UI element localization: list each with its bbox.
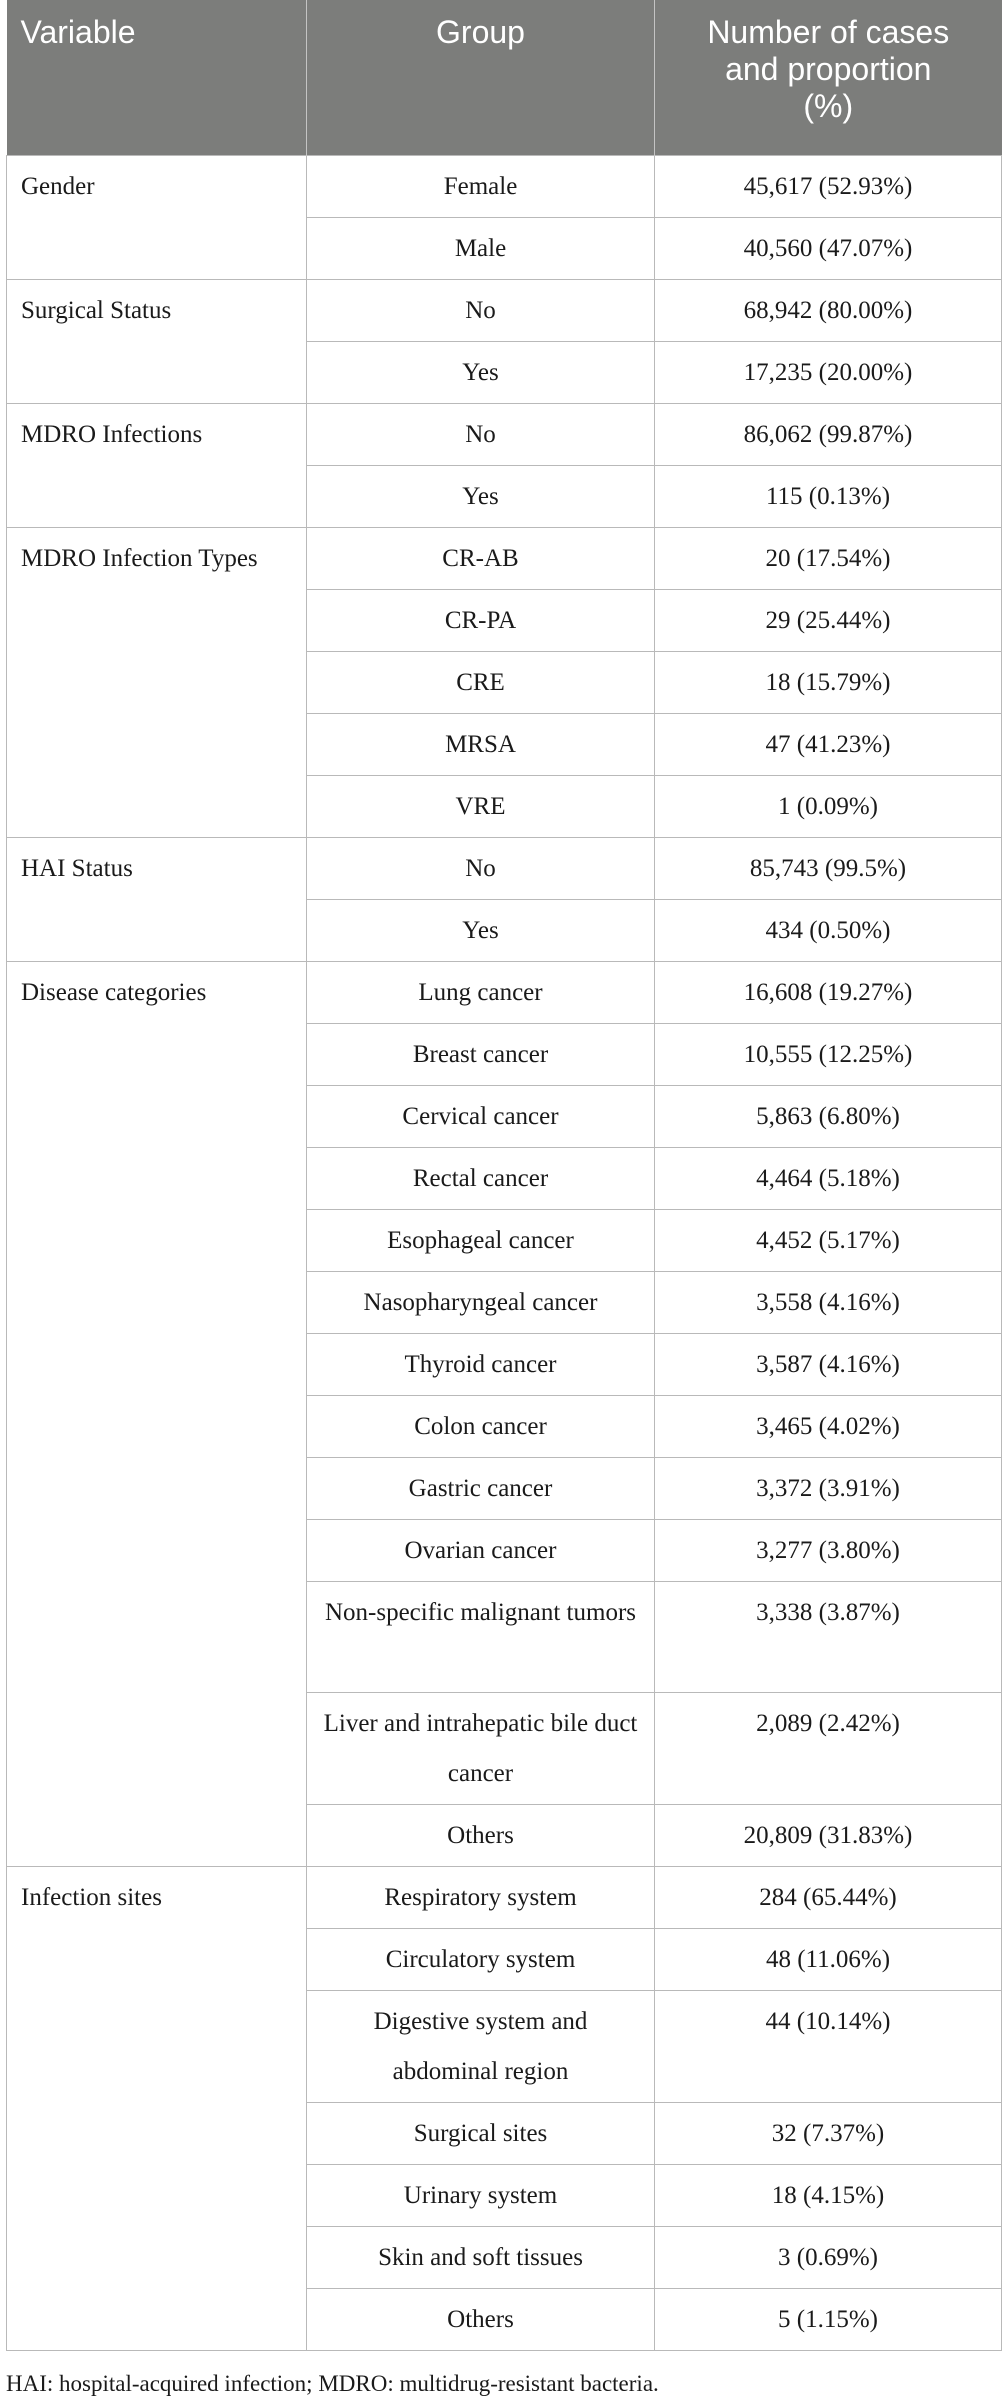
cases-cell: 3,338 (3.87%) xyxy=(655,1581,1002,1692)
group-cell: Circulatory system xyxy=(307,1928,655,1990)
cases-cell: 434 (0.50%) xyxy=(655,899,1002,961)
table-row xyxy=(7,837,1002,899)
header-variable: Variable xyxy=(7,0,307,155)
cases-cell: 48 (11.06%) xyxy=(655,1928,1002,1990)
cases-cell: 3,372 (3.91%) xyxy=(655,1457,1002,1519)
group-cell: Surgical sites xyxy=(307,2102,655,2164)
group-cell: Lung cancer xyxy=(307,961,655,1023)
cases-cell: 2,089 (2.42%) xyxy=(655,1692,1002,1804)
group-cell: CRE xyxy=(307,651,655,713)
cases-cell: 10,555 (12.25%) xyxy=(655,1023,1002,1085)
cases-cell: 3,558 (4.16%) xyxy=(655,1271,1002,1333)
table-row xyxy=(7,1866,1002,1928)
group-cell: Respiratory system xyxy=(307,1866,655,1928)
table-row xyxy=(7,279,1002,341)
cases-cell: 86,062 (99.87%) xyxy=(655,403,1002,465)
group-cell: Digestive system and abdominal region xyxy=(307,1990,655,2102)
group-cell: VRE xyxy=(307,775,655,837)
group-cell: No xyxy=(307,837,655,899)
cases-cell: 5 (1.15%) xyxy=(655,2288,1002,2350)
header-group: Group xyxy=(307,0,655,155)
group-cell: Breast cancer xyxy=(307,1023,655,1085)
group-cell: Male xyxy=(307,217,655,279)
cases-cell: 17,235 (20.00%) xyxy=(655,341,1002,403)
cases-cell: 29 (25.44%) xyxy=(655,589,1002,651)
cases-cell: 85,743 (99.5%) xyxy=(655,837,1002,899)
group-cell: Thyroid cancer xyxy=(307,1333,655,1395)
data-table xyxy=(6,0,1002,2351)
document xyxy=(6,0,1005,2397)
group-cell: Gastric cancer xyxy=(307,1457,655,1519)
group-cell: Ovarian cancer xyxy=(307,1519,655,1581)
group-cell: Colon cancer xyxy=(307,1395,655,1457)
cases-cell: 3,465 (4.02%) xyxy=(655,1395,1002,1457)
group-cell: Non-specific malignant tumors xyxy=(307,1581,655,1692)
variable-cell: MDRO Infection Types xyxy=(7,527,307,837)
group-cell: Others xyxy=(307,2288,655,2350)
cases-cell: 40,560 (47.07%) xyxy=(655,217,1002,279)
cases-cell: 18 (4.15%) xyxy=(655,2164,1002,2226)
group-cell: No xyxy=(307,279,655,341)
group-cell: Skin and soft tissues xyxy=(307,2226,655,2288)
header-cases-line-3: (%) xyxy=(803,88,854,124)
table-header xyxy=(7,0,1002,155)
header-cases-line-2: and proportion xyxy=(725,51,932,87)
group-cell: Urinary system xyxy=(307,2164,655,2226)
table-footnote: HAI: hospital-acquired infection; MDRO: multidrug-resistant bacteria. xyxy=(6,2370,659,2396)
cases-cell: 18 (15.79%) xyxy=(655,651,1002,713)
variable-cell: Surgical Status xyxy=(7,279,307,403)
group-cell: Yes xyxy=(307,899,655,961)
group-cell: Esophageal cancer xyxy=(307,1209,655,1271)
cases-cell: 284 (65.44%) xyxy=(655,1866,1002,1928)
cases-cell: 45,617 (52.93%) xyxy=(655,155,1002,217)
table-row xyxy=(7,527,1002,589)
header-cases-line-1: Number of cases xyxy=(707,14,950,50)
group-cell: CR-AB xyxy=(307,527,655,589)
group-cell: Cervical cancer xyxy=(307,1085,655,1147)
cases-cell: 1 (0.09%) xyxy=(655,775,1002,837)
group-cell: Rectal cancer xyxy=(307,1147,655,1209)
table-row xyxy=(7,403,1002,465)
cases-cell: 3,587 (4.16%) xyxy=(655,1333,1002,1395)
variable-cell: HAI Status xyxy=(7,837,307,961)
group-cell: Nasopharyngeal cancer xyxy=(307,1271,655,1333)
cases-cell: 3,277 (3.80%) xyxy=(655,1519,1002,1581)
group-cell: Yes xyxy=(307,465,655,527)
cases-cell: 5,863 (6.80%) xyxy=(655,1085,1002,1147)
group-cell: MRSA xyxy=(307,713,655,775)
group-cell: CR-PA xyxy=(307,589,655,651)
group-cell: Female xyxy=(307,155,655,217)
cases-cell: 115 (0.13%) xyxy=(655,465,1002,527)
header-cases xyxy=(655,0,1002,155)
cases-cell: 4,452 (5.17%) xyxy=(655,1209,1002,1271)
cases-cell: 68,942 (80.00%) xyxy=(655,279,1002,341)
table-row xyxy=(7,155,1002,217)
table-row xyxy=(7,961,1002,1023)
cases-cell: 47 (41.23%) xyxy=(655,713,1002,775)
variable-cell: Gender xyxy=(7,155,307,279)
cases-cell: 32 (7.37%) xyxy=(655,2102,1002,2164)
group-cell: Liver and intrahepatic bile duct cancer xyxy=(307,1692,655,1804)
cases-cell: 16,608 (19.27%) xyxy=(655,961,1002,1023)
cases-cell: 3 (0.69%) xyxy=(655,2226,1002,2288)
cases-cell: 20 (17.54%) xyxy=(655,527,1002,589)
cases-cell: 44 (10.14%) xyxy=(655,1990,1002,2102)
variable-cell: Disease categories xyxy=(7,961,307,1866)
cases-cell: 4,464 (5.18%) xyxy=(655,1147,1002,1209)
group-cell: No xyxy=(307,403,655,465)
table-body xyxy=(7,155,1002,2350)
group-cell: Others xyxy=(307,1804,655,1866)
variable-cell: Infection sites xyxy=(7,1866,307,2350)
group-cell: Yes xyxy=(307,341,655,403)
variable-cell: MDRO Infections xyxy=(7,403,307,527)
cases-cell: 20,809 (31.83%) xyxy=(655,1804,1002,1866)
